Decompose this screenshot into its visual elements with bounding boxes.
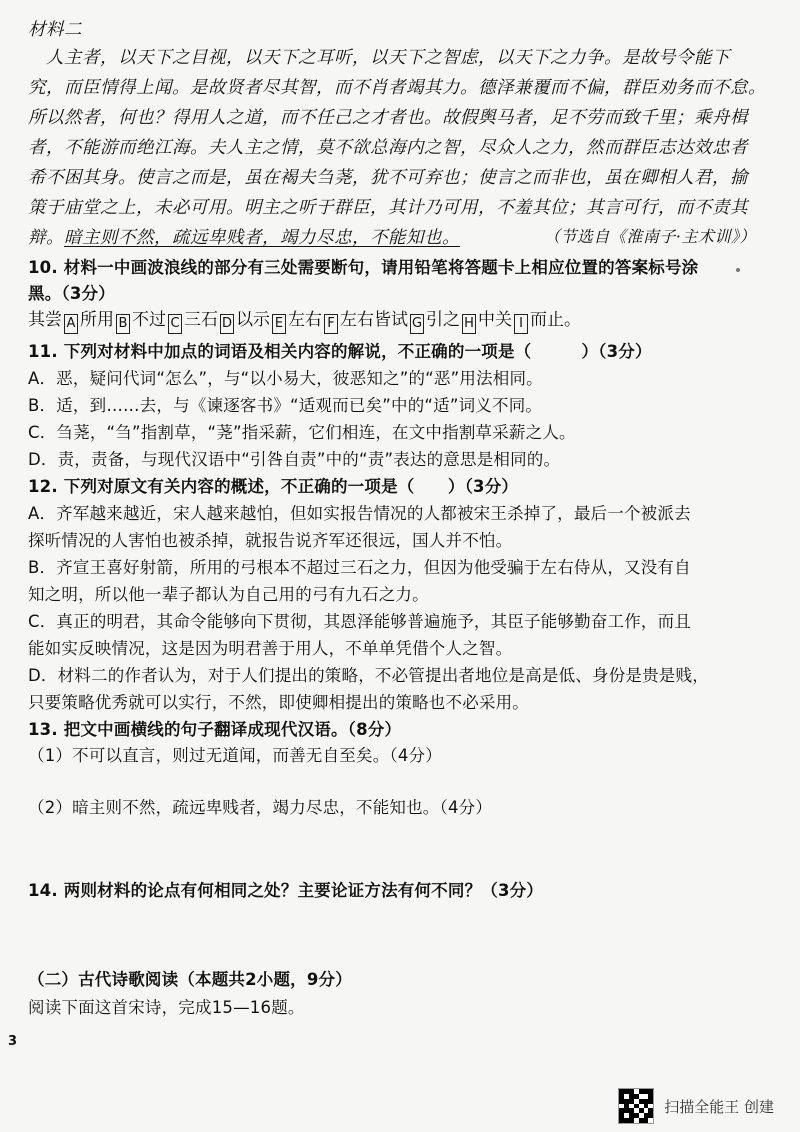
q12-option-line: B．齐宣王喜好射箭，所用的弓根本不超过三石之力，但因为他受骗于左右侍从，又没有自: [28, 558, 691, 577]
answer-box-g[interactable]: G: [410, 314, 424, 334]
q13-stem: 13. 把文中画横线的句子翻译成现代汉语。（8分）: [28, 720, 402, 739]
segment: 以示: [236, 310, 270, 330]
underlined-sentence: 暗主则不然，疏远卑贱者，竭力尽忠，不能知也。: [64, 228, 460, 248]
q11-option-a: A．恶，疑问代词“怎么”，与“以小易大，彼恶知之”的“恶”用法相同。: [28, 369, 543, 388]
q12-option-line: D．材料二的作者认为，对于人们提出的策略，不必管提出者地位是高是低、身份是贵是贱，: [28, 666, 709, 685]
scanner-watermark: [618, 1088, 774, 1124]
passage-source: （节选自《淮南子·主术训》）: [543, 227, 756, 246]
q12-stem: 12. 下列对原文有关内容的概述，不正确的一项是（ ）（3分）: [28, 477, 519, 496]
answer-box-a[interactable]: A: [64, 314, 78, 334]
passage-line: 究，而臣情得上闻。是故贤者尽其智，而不肖者竭其力。德泽兼覆而不偏，群臣劝务而不怠。: [28, 78, 766, 98]
answer-box-h[interactable]: H: [462, 314, 476, 334]
answer-box-f[interactable]: F: [324, 314, 338, 334]
passage-line: 者，不能游而绝江海。夫人主之情，莫不欲总海内之智，尽众人之力，然而群臣志达效忠者: [28, 138, 748, 158]
segment: 而止。: [530, 310, 581, 330]
q11-stem: 11. 下列对材料中加点的词语及相关内容的解说，不正确的一项是（ ）（3分）: [28, 342, 652, 361]
q12-option-line: 探听情况的人害怕也被杀掉，就报告说齐军还很远，国人并不怕。: [28, 531, 513, 550]
q12-option-line: 只要策略优秀就可以实行，不然，即使卿相提出的策略也不必采用。: [28, 693, 529, 712]
passage-last-line: [28, 224, 786, 249]
footer-text: 扫描全能王 创建: [664, 1097, 774, 1116]
answer-box-b[interactable]: B: [116, 314, 130, 334]
q13-part2: （2）暗主则不然，疏远卑贱者，竭力尽忠，不能知也。（4分）: [28, 798, 493, 817]
q11-option-c: C．刍荛，“刍”指割草，“荛”指采薪，它们相连，在文中指割草采薪之人。: [28, 423, 576, 442]
material-heading: 材料二: [28, 20, 82, 40]
segment: 左右皆试: [340, 310, 408, 330]
answer-box-c[interactable]: C: [168, 314, 182, 334]
q10-stem-cont: 黑。（3分）: [28, 284, 115, 303]
q12-option-line: A．齐军越来越近，宋人越来越怕，但如实报告情况的人都被宋王杀掉了，最后一个被派去: [28, 504, 691, 523]
q11-option-b: B．适，到……去，与《谏逐客书》“适观而已矣”中的“适”词义不同。: [28, 396, 543, 415]
q14-stem: 14. 两则材料的论点有何相同之处？主要论证方法有何不同？（3分）: [28, 881, 544, 900]
q12-option-line: 知之明，所以他一辈子都认为自己用的弓有九石之力。: [28, 585, 429, 604]
passage-line: 人主者，以天下之目视，以天下之耳听，以天下之智虑，以天下之力争。是故号令能下: [28, 48, 730, 68]
q12-option-line: C．真正的明君，其命令能够向下贯彻，其恩泽能够普遍施予，其臣子能够勤奋工作，而且: [28, 612, 692, 631]
q10-punctuation-line: [28, 305, 786, 334]
passage-line: 希不困其身。使言之而是，虽在褐夫刍荛，犹不可弃也；使言之而非也，虽在卿相人君，揄: [28, 168, 748, 188]
passage-line: 所以然者，何也？得用人之道，而不任己之才者也。故假舆马者，足不劳而致千里；乘舟楫: [28, 108, 748, 128]
passage-line: 策于庙堂之上，未必可用。明主之听于群臣，其计乃可用，不羞其位；其言可行，而不责其: [28, 198, 748, 218]
segment: 其尝: [28, 310, 62, 330]
answer-box-d[interactable]: D: [220, 314, 234, 334]
answer-box-e[interactable]: E: [272, 314, 286, 334]
segment: 引之: [426, 310, 460, 330]
passage-last-prefix: 辩。: [28, 228, 64, 248]
segment: 左右: [288, 310, 322, 330]
q11-option-d: D．责，责备，与现代汉语中“引咎自责”中的“责”表达的意思是相同的。: [28, 450, 561, 469]
segment: 所用: [80, 310, 114, 330]
q12-option-line: 能如实反映情况，这是因为明君善于用人，不单单凭借个人之智。: [28, 639, 513, 658]
section2-instruction: 阅读下面这首宋诗，完成15—16题。: [28, 998, 305, 1017]
q13-part1: （1）不可以直言，则过无道闻，而善无自至矣。（4分）: [28, 746, 442, 765]
segment: 不过: [132, 310, 166, 330]
page-number: 3: [8, 1034, 18, 1049]
segment: 中关: [478, 310, 512, 330]
segment: 三石: [184, 310, 218, 330]
q10-stem: 10. 材料一中画波浪线的部分有三处需要断句，请用铅笔将答题卡上相应位置的答案标号涂: [28, 258, 699, 277]
qr-code-icon: [618, 1088, 654, 1124]
speck: [736, 268, 740, 272]
section2-title: （二）古代诗歌阅读（本题共2小题，9分）: [28, 970, 352, 989]
answer-box-i[interactable]: I: [514, 314, 528, 334]
